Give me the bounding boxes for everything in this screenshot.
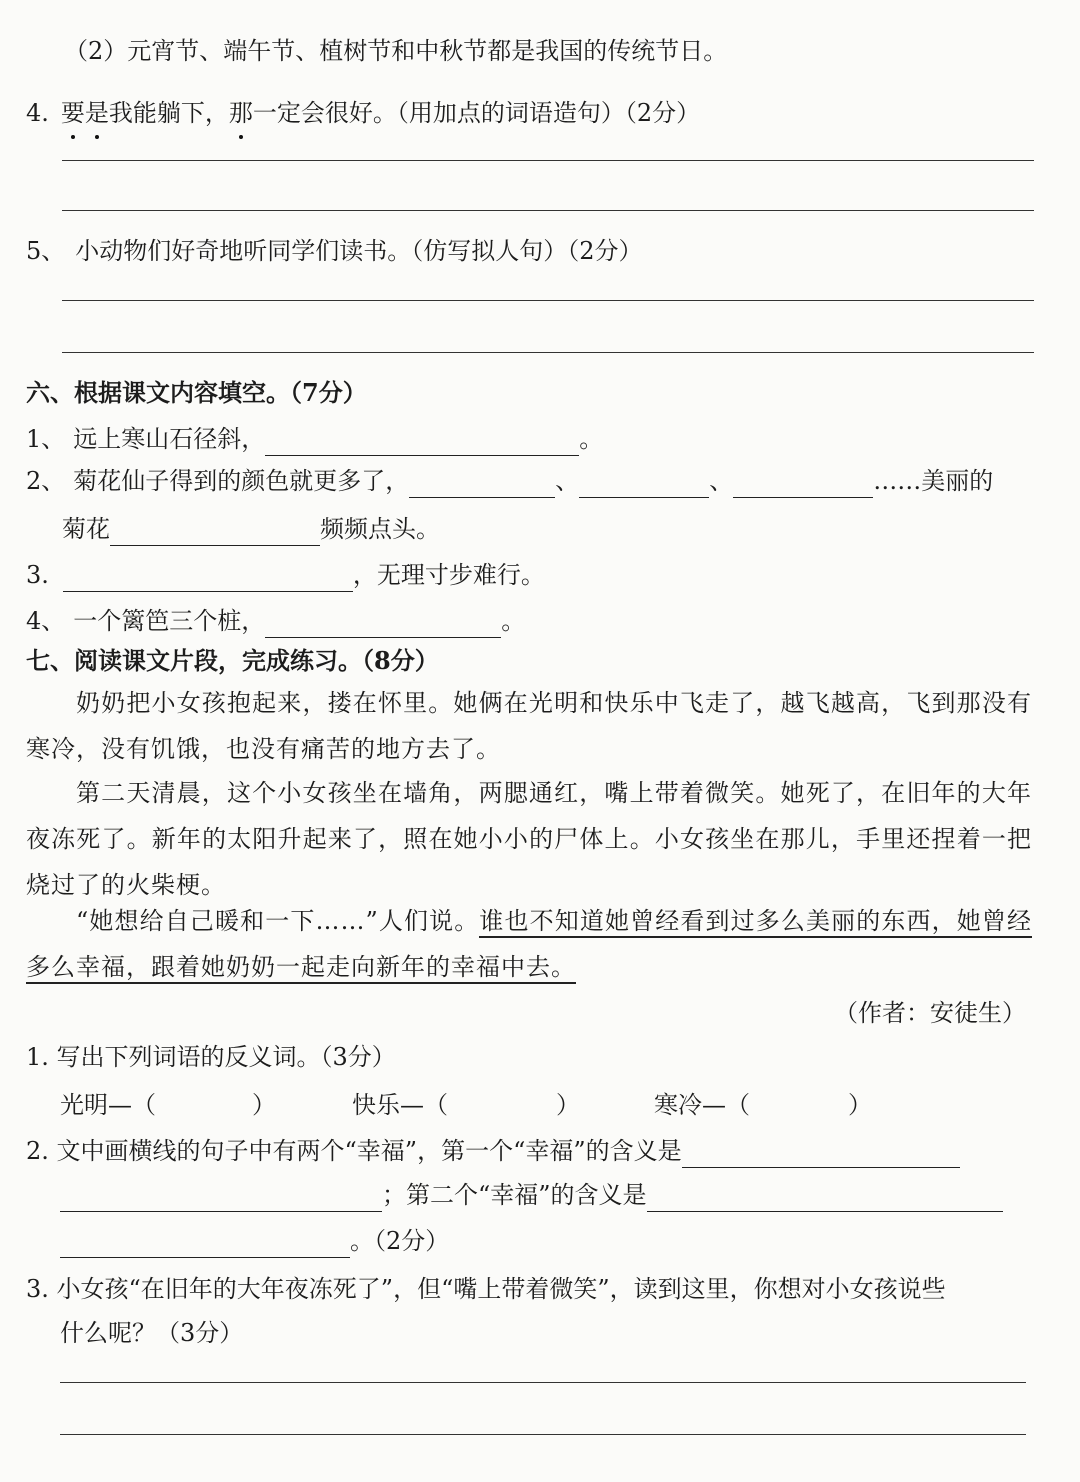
item-text: 、	[555, 467, 580, 495]
fill-item-3	[26, 558, 545, 592]
bracket: ）	[848, 1091, 872, 1119]
bracket: ）	[252, 1091, 276, 1119]
answer-line[interactable]	[60, 1382, 1026, 1383]
section-7-title: 七、阅读课文片段，完成练习。（8分）	[26, 646, 439, 675]
answer-line[interactable]	[62, 210, 1034, 211]
fill-item-2	[26, 464, 993, 498]
dotted-char: 那	[229, 96, 253, 130]
question-5	[26, 234, 643, 268]
fill-blank[interactable]	[579, 473, 709, 498]
question-text: ；第二个“幸福”的含义是	[382, 1181, 647, 1209]
reading-paragraph-1: 奶奶把小女孩抱起来，搂在怀里。她俩在光明和快乐中飞走了，越飞越高，飞到那没有寒冷，没有饥饿，也没有痛苦的地方去了。	[26, 689, 1032, 763]
question-4	[26, 96, 700, 130]
fill-item-2-cont	[62, 512, 440, 546]
underlined-sentence: 谁也不知道她曾经看到过多么美丽的东西，她曾经多么幸福，跟着她奶奶一起走向新年的幸福中去。	[26, 907, 1032, 984]
reading-question-2	[26, 1134, 960, 1168]
question-text: 我能躺下，	[108, 99, 229, 127]
fill-item-4	[26, 604, 525, 638]
antonym-word: 光明—（	[60, 1091, 156, 1119]
fill-blank[interactable]	[110, 521, 320, 546]
item-text: 菊花	[62, 515, 110, 543]
question-text: 一定会很好。（用加点的词语造句）（2分）	[252, 99, 701, 127]
antonym-word: 快乐—（	[352, 1091, 448, 1119]
dotted-char: 是	[85, 96, 109, 130]
bracket: ）	[556, 1091, 580, 1119]
item-text: 菊花仙子得到的颜色就更多了，	[73, 467, 410, 495]
item-text: 远上寒山石径斜，	[73, 425, 266, 453]
section-6-title: 六、根据课文内容填空。（7分）	[26, 378, 367, 407]
fill-blank[interactable]	[647, 1187, 1003, 1212]
reading-question-1: 1. 写出下列词语的反义词。（3分）	[26, 1043, 396, 1071]
reading-question-3: 3. 小女孩“在旧年的大年夜冻死了”，但“嘴上带着微笑”，读到这里，你想对小女孩说些	[26, 1275, 946, 1303]
reading-question-2-end	[60, 1224, 449, 1258]
fill-blank[interactable]	[63, 567, 353, 592]
fill-blank[interactable]	[265, 431, 579, 456]
antonym-word: 寒冷—（	[654, 1091, 750, 1119]
reading-paragraph-3	[26, 898, 1032, 990]
fill-blank[interactable]	[60, 1187, 382, 1212]
question-number: 5、	[26, 237, 66, 265]
fill-blank[interactable]	[682, 1143, 960, 1168]
fill-blank[interactable]	[265, 613, 501, 638]
item-text: 一个篱笆三个桩，	[73, 607, 266, 635]
item-text: ……美丽的	[873, 467, 994, 495]
reading-question-3-cont: 什么呢？（3分）	[60, 1319, 244, 1347]
item-text: 。	[501, 607, 526, 635]
item-number: 4、	[26, 607, 66, 635]
question-number: 4.	[26, 99, 49, 127]
antonym-row	[60, 1088, 872, 1122]
fill-blank[interactable]	[733, 473, 873, 498]
sentence-2: （2）元宵节、端午节、植树节和中秋节都是我国的传统节日。	[64, 37, 728, 65]
answer-line[interactable]	[62, 300, 1034, 301]
item-text: 频频点头。	[320, 515, 440, 543]
item-text: 。	[579, 425, 604, 453]
reading-question-2-cont	[60, 1178, 1003, 1212]
answer-line[interactable]	[62, 352, 1034, 353]
question-text: 2. 文中画横线的句子中有两个“幸福”，第一个“幸福”的含义是	[26, 1137, 682, 1165]
quote-text: “她想给自己暖和一下……”人们说。	[76, 907, 480, 935]
author-credit: （作者：安徒生）	[834, 999, 1026, 1027]
dotted-char: 要	[61, 96, 85, 130]
item-number: 2、	[26, 467, 66, 495]
item-number: 1、	[26, 425, 66, 453]
fill-item-1	[26, 422, 603, 456]
answer-line[interactable]	[62, 160, 1034, 161]
item-text: 、	[709, 467, 734, 495]
question-text: 。（2分）	[350, 1227, 450, 1255]
fill-blank[interactable]	[409, 473, 555, 498]
item-text: ，无理寸步难行。	[352, 561, 545, 589]
reading-paragraph-2: 第二天清晨，这个小女孩坐在墙角，两腮通红，嘴上带着微笑。她死了，在旧年的大年夜冻死了。新年的太阳升起来了，照在她小小的尸体上。小女孩坐在那儿，手里还捏着一把烧过了的火柴梗。	[26, 779, 1032, 899]
fill-blank[interactable]	[60, 1233, 350, 1258]
answer-line[interactable]	[60, 1434, 1026, 1435]
item-number: 3.	[26, 561, 49, 589]
question-text: 小动物们好奇地听同学们读书。（仿写拟人句）（2分）	[75, 237, 643, 265]
